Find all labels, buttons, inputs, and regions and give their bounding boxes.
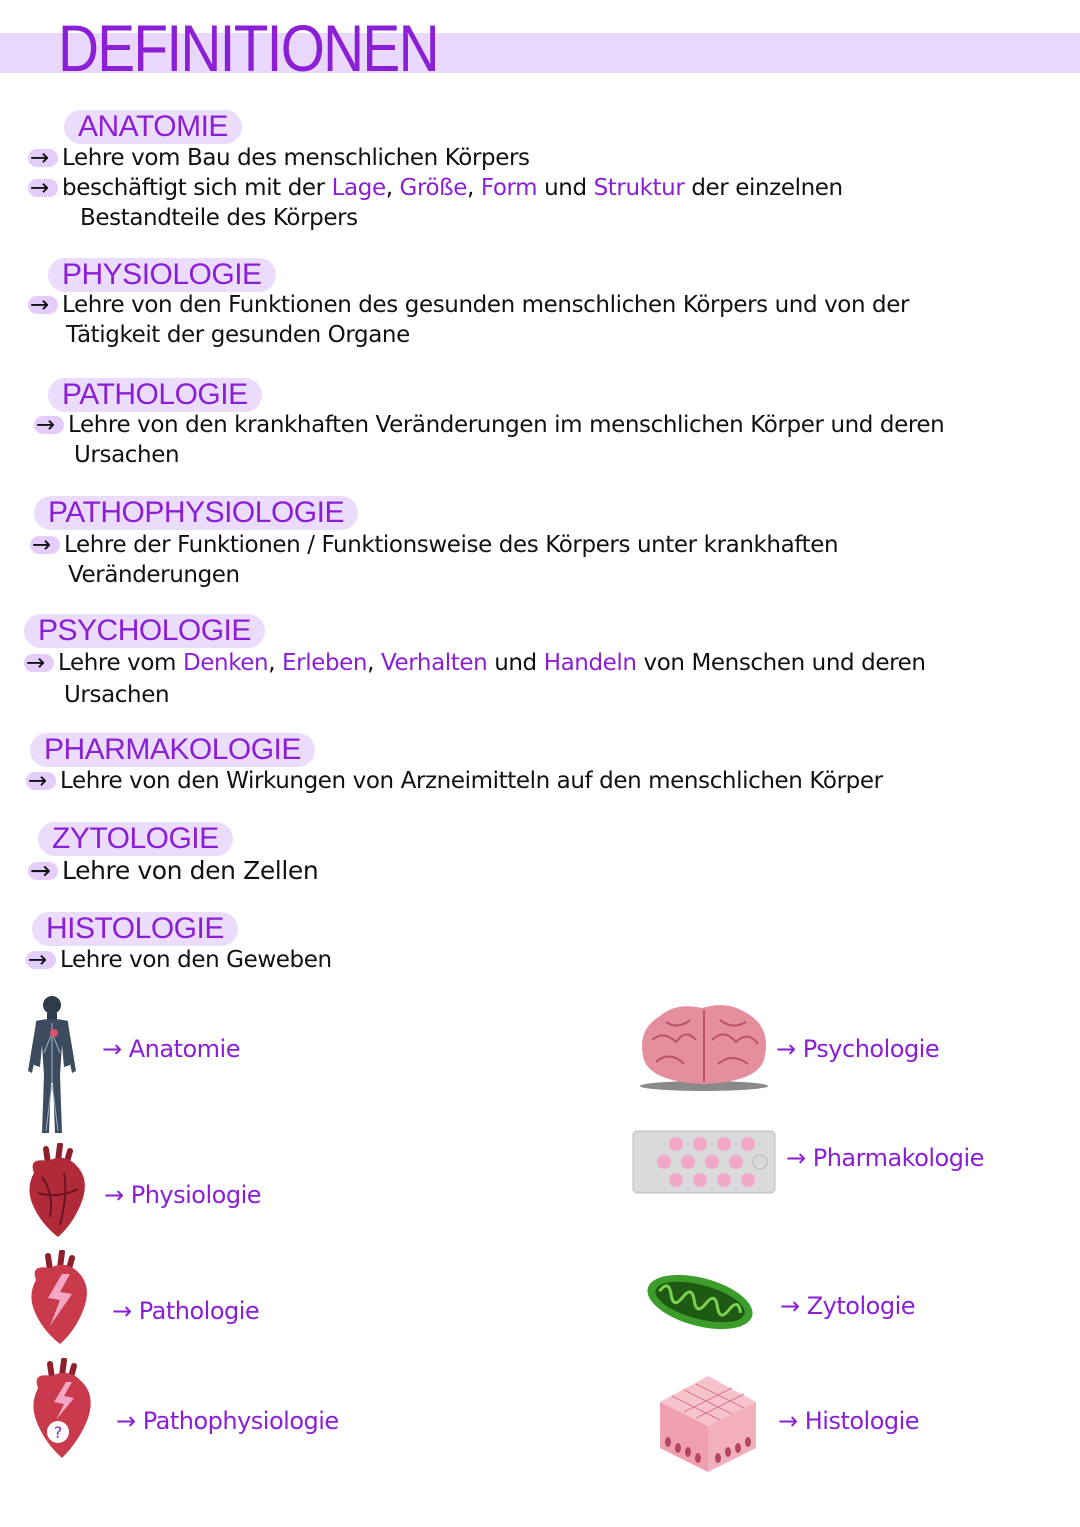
caption-zytologie: → Zytologie [780, 1292, 915, 1320]
arrow-icon: → [30, 143, 56, 173]
arrow-icon: → [32, 530, 58, 560]
arrow-icon: → [28, 945, 54, 975]
arrow-icon: → [28, 766, 54, 796]
pill-blister-icon [632, 1130, 776, 1194]
heading-histologie: HISTOLOGIE [32, 912, 238, 946]
pathologie-line-1: → Lehre von den krankhaften Veränderungen im menschlichen Körper und deren [36, 412, 945, 438]
human-body-icon [22, 993, 82, 1139]
page-title: DEFINITIONEN [58, 11, 438, 85]
physiologie-line-1: → Lehre von den Funktionen des gesunden menschlichen Körpers und von der [30, 292, 910, 318]
histologie-line-1: → Lehre von den Geweben [28, 947, 332, 973]
question-heart-icon [28, 1358, 98, 1462]
heading-physiologie: PHYSIOLOGIE [48, 258, 276, 292]
caption-pathologie: → Pathologie [112, 1297, 260, 1325]
pathologie-line-2: Ursachen [74, 442, 180, 468]
pathophysiologie-line-2: Veränderungen [68, 562, 240, 588]
anatomie-line-1: → Lehre vom Bau des menschlichen Körpers [30, 145, 530, 171]
arrow-icon: → [36, 410, 62, 440]
heading-pharmakologie: PHARMAKOLOGIE [30, 733, 315, 767]
caption-physiologie: → Physiologie [104, 1181, 261, 1209]
psychologie-line-2: Ursachen [64, 682, 170, 708]
anatomie-line-3: Bestandteile des Körpers [80, 205, 358, 231]
arrow-icon: → [30, 290, 56, 320]
arrow-icon: → [26, 648, 52, 678]
heading-pathologie: PATHOLOGIE [48, 378, 262, 412]
pathophysiologie-line-1: → Lehre der Funktionen / Funktionsweise des Körpers unter krankhaften [32, 532, 839, 558]
caption-histologie: → Histologie [778, 1407, 920, 1435]
heart-icon [24, 1143, 90, 1241]
caption-psychologie: → Psychologie [776, 1035, 940, 1063]
mitochondrion-icon [642, 1262, 758, 1342]
arrow-icon: → [30, 856, 56, 886]
caption-pharmakologie: → Pharmakologie [786, 1144, 984, 1172]
zytologie-line-1: → Lehre von den Zellen [30, 856, 319, 885]
heading-anatomie: ANATOMIE [64, 110, 242, 144]
heading-pathophysiologie: PATHOPHYSIOLOGIE [34, 496, 358, 530]
brain-icon [636, 1000, 772, 1092]
heading-psychologie: PSYCHOLOGIE [24, 614, 265, 648]
psychologie-line-1: → Lehre vom Denken, Erleben, Verhalten und Handeln von Menschen und deren [26, 650, 926, 676]
broken-heart-icon [26, 1250, 92, 1348]
tissue-block-icon [656, 1372, 760, 1476]
arrow-icon: → [30, 173, 56, 203]
caption-pathophysiologie: → Pathophysiologie [116, 1407, 339, 1435]
physiologie-line-2: Tätigkeit der gesunden Organe [66, 322, 410, 348]
svg-text:?: ? [53, 1423, 63, 1442]
pharmakologie-line-1: → Lehre von den Wirkungen von Arzneimitteln auf den menschlichen Körper [28, 768, 883, 794]
anatomie-line-2: → beschäftigt sich mit der Lage, Größe, Form und Struktur der einzelnen [30, 175, 843, 201]
caption-anatomie: → Anatomie [102, 1035, 240, 1063]
heading-zytologie: ZYTOLOGIE [38, 822, 233, 856]
